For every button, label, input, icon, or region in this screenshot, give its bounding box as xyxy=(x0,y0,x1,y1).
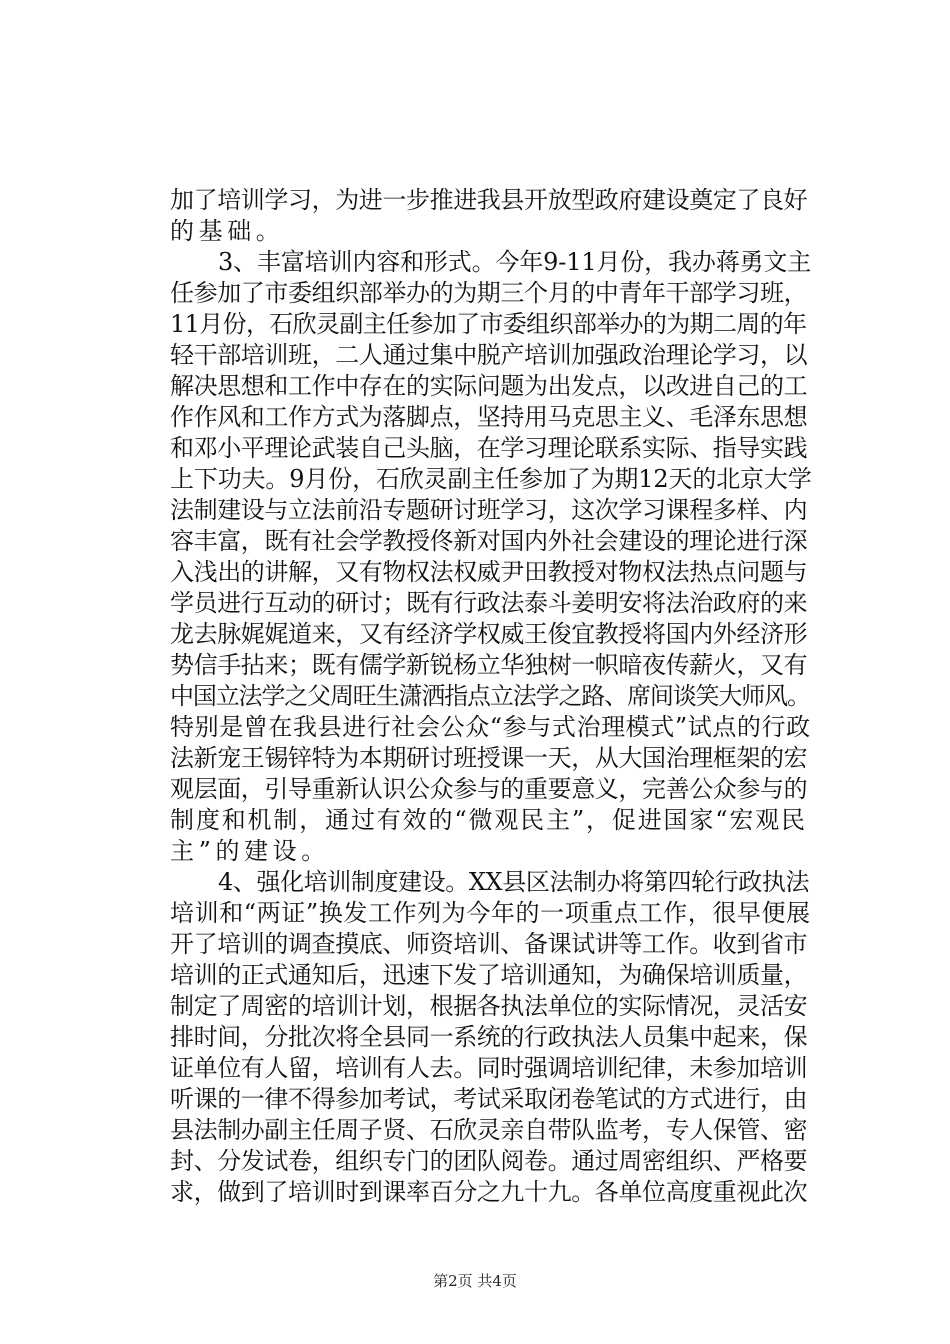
page-number-footer: 第2页 共4页 xyxy=(433,1272,517,1290)
body-text-line: 制度和机制，通过有效的“微观民主”，促进国家“宏观民 xyxy=(170,806,807,834)
body-text-line: 法新宠王锡锌特为本期研讨班授课一天，从大国治理框架的宏 xyxy=(170,744,808,772)
body-text-line: 证单位有人留，培训有人去。同时强调培训纪律，未参加培训 xyxy=(170,1054,808,1082)
body-text-line: 作作风和工作方式为落脚点，坚持用马克思主义、毛泽东思想 xyxy=(170,403,808,431)
body-text-line: 特别是曾在我县进行社会公众“参与式治理模式”试点的行政 xyxy=(170,713,811,741)
body-text-line: 加了培训学习，为进一步推进我县开放型政府建设奠定了良好 xyxy=(170,186,808,214)
body-text-line: 听课的一律不得参加考试，考试采取闭卷笔试的方式进行，由 xyxy=(170,1085,808,1113)
body-text-line: 任参加了市委组织部举办的为期三个月的中青年干部学习班， xyxy=(170,279,808,307)
body-text-line: 求，做到了培训时到课率百分之九十九。各单位高度重视此次 xyxy=(170,1178,808,1206)
body-text-line: 培训的正式通知后，迅速下发了培训通知，为确保培训质量， xyxy=(170,961,808,989)
body-text-line: 法制建设与立法前沿专题研讨班学习，这次学习课程多样、内 xyxy=(170,496,808,524)
body-text-line: 容丰富，既有社会学教授佟新对国内外社会建设的理论进行深 xyxy=(170,527,808,555)
body-text-line: 封、分发试卷，组织专门的团队阅卷。通过周密组织、严格要 xyxy=(170,1147,808,1175)
body-text-line: 开了培训的调查摸底、师资培训、备课试讲等工作。收到省市 xyxy=(170,930,808,958)
paragraph-start-line: 4、强化培训制度建设。XX县区法制办将第四轮行政执法 xyxy=(218,868,810,896)
body-text-line: 培训和“两证”换发工作列为今年的一项重点工作，很早便展 xyxy=(170,899,811,927)
body-text-line: 观层面，引导重新认识公众参与的重要意义，完善公众参与的 xyxy=(170,775,808,803)
body-text-line: 制定了周密的培训计划，根据各执法单位的实际情况，灵活安 xyxy=(170,992,808,1020)
body-text-line: 学员进行互动的研讨；既有行政法泰斗姜明安将法治政府的来 xyxy=(170,589,808,617)
body-text-line: 主”的建设。 xyxy=(170,837,330,865)
body-text-line: 轻干部培训班，二人通过集中脱产培训加强政治理论学习，以 xyxy=(170,341,808,369)
body-text-line: 县法制办副主任周子贤、石欣灵亲自带队监考，专人保管、密 xyxy=(170,1116,808,1144)
body-text-line: 解决思想和工作中存在的实际问题为出发点，以改进自己的工 xyxy=(170,372,808,400)
body-text-line: 排时间，分批次将全县同一系统的行政执法人员集中起来，保 xyxy=(170,1023,808,1051)
paragraph-start-line: 3、丰富培训内容和形式。今年9-11月份，我办蒋勇文主 xyxy=(218,248,812,276)
body-text-line: 的基础。 xyxy=(170,217,285,245)
body-text-line: 和邓小平理论武装自己头脑，在学习理论联系实际、指导实践 xyxy=(170,434,808,462)
body-text-line: 势信手拈来；既有儒学新锐杨立华独树一帜暗夜传薪火，又有 xyxy=(170,651,808,679)
body-text-line: 龙去脉娓娓道来，又有经济学权威王俊宜教授将国内外经济形 xyxy=(170,620,808,648)
body-text-line: 上下功夫。9月份，石欣灵副主任参加了为期12天的北京大学 xyxy=(170,465,812,493)
body-text-line: 中国立法学之父周旺生潇洒指点立法学之路、席间谈笑大师风。 xyxy=(170,682,810,710)
body-text-line: 入浅出的讲解，又有物权法权威尹田教授对物权法热点问题与 xyxy=(170,558,808,586)
body-text-line: 11月份，石欣灵副主任参加了市委组织部举办的为期二周的年 xyxy=(170,310,807,338)
